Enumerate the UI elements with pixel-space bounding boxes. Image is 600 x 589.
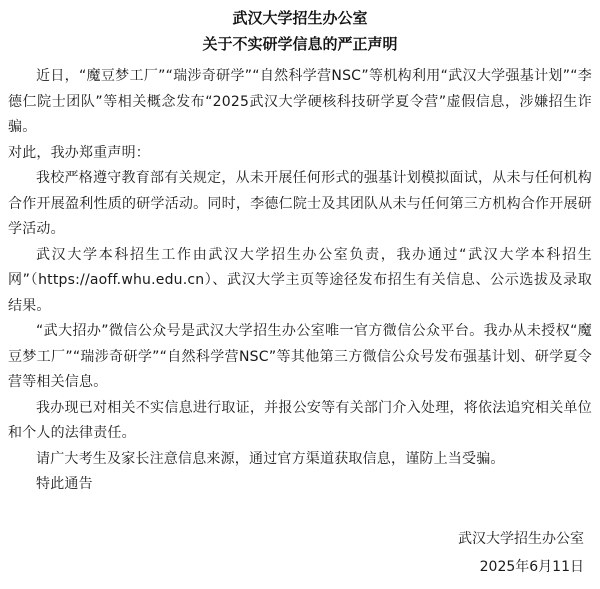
paragraph-wechat: “武大招办”微信公众号是武汉大学招生办公室唯一官方微信公众平台。我办从未授权“魔豆梦工厂”“瑞涉奇研学”“自然科学营NSC”等其他第三方微信公众号发布强基计划、研学夏令营等相关信息。 (8, 323, 592, 390)
paragraph-statement-lead: 对此，我办郑重声明： (8, 144, 150, 161)
document-title: 武汉大学招生办公室 (232, 9, 368, 27)
signature-organization: 武汉大学招生办公室 (458, 531, 584, 547)
document-body (8, 64, 592, 498)
signature-date: 2025年6月11日 (479, 559, 584, 575)
paragraph-official-channels: 武汉大学本科招生工作由武汉大学招生办公室负责，我办通过“武汉大学本科招生网”（https://aoff.whu.edu.cn）、武汉大学主页等途径发布招生有关信息、公示选拔及录取结果。 (8, 246, 592, 314)
paragraph-policy: 我校严格遵守教育部有关规定，从未开展任何形式的强基计划模拟面试，从未与任何机构合作开展盈利性质的研学活动。同时，李德仁院士及其团队从未与任何第三方机构合作开展研学活动。 (8, 170, 592, 237)
paragraph-warning: 请广大考生及家长注意信息来源，通过官方渠道获取信息，谨防上当受骗。 (36, 450, 505, 467)
paragraph-legal-action: 我办现已对相关不实信息进行取证，并报公安等有关部门介入处理，将依法追究相关单位和个人的法律责任。 (8, 399, 592, 441)
document-subtitle: 关于不实研学信息的严正声明 (202, 35, 398, 53)
paragraph-closing: 特此通告 (36, 476, 93, 492)
paragraph-intro: 近日，“魔豆梦工厂”“瑞涉奇研学”“自然科学营NSC”等机构利用“武汉大学强基计划”“李德仁院士团队”等相关概念发布“2025武汉大学硬核科技研学夏令营”虚假信息，涉嫌招生诈骗。 (8, 68, 592, 135)
